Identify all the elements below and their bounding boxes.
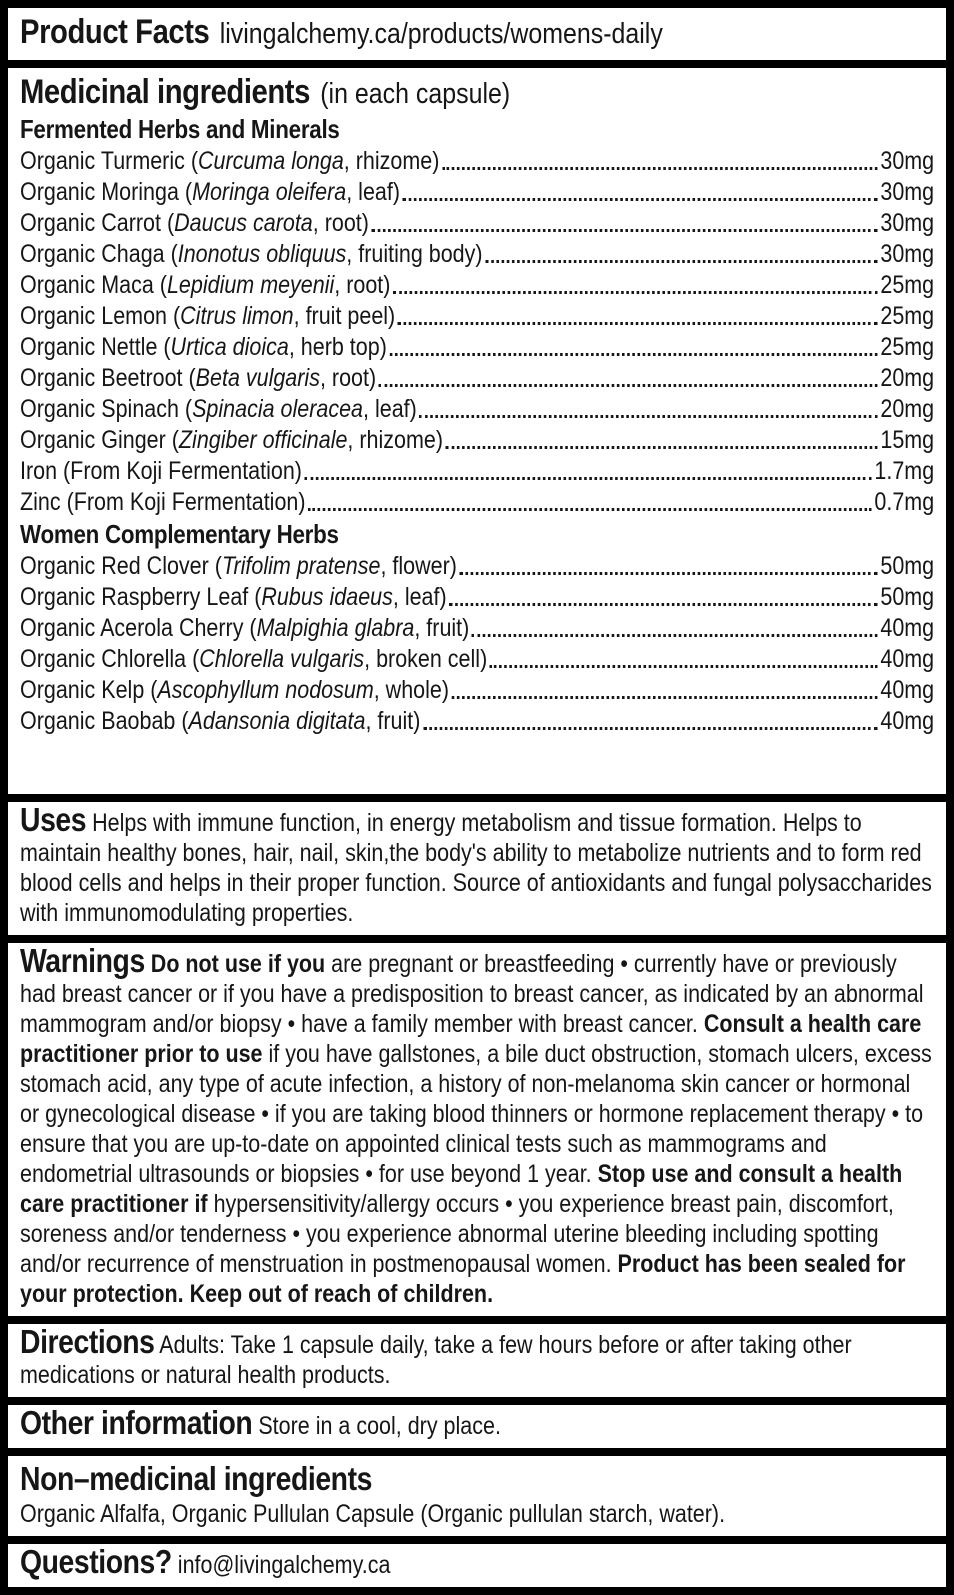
dotted-leader [403,198,878,201]
ingredient-amount: 25mg [880,271,935,299]
dotted-leader [379,384,878,387]
ingredient-row [20,706,934,737]
dotted-leader [398,322,878,325]
ingredient-row [20,613,934,644]
dotted-leader [490,665,878,668]
dotted-leader [485,260,878,263]
ingredient-name: Organic Nettle (Urtica dioica, herb top) [20,333,387,361]
ingredient-row [20,363,934,394]
ingredient-latin-name: Trifolim pratense [221,552,381,580]
ingredient-row [20,582,934,613]
warnings-bold-segment: Stop use and consult a health care practitioner if [20,1160,903,1218]
ingredient-row [20,456,934,487]
warnings-heading: Warnings [20,943,145,979]
ingredient-latin-name: Citrus limon [180,302,294,330]
ingredient-row [20,146,934,177]
ingredient-amount: 40mg [880,676,935,704]
section-questions [8,1544,946,1587]
uses-body: Helps with immune function, in energy metabolism and tissue formation. Helps to maintain healthy bones, hair, nail, skin,the body's ability to metabolize nutrients and to form red blood cells and helps in their proper function. Source of antioxidants and fungal polysaccharides with immunomodulating properties. [20,809,932,927]
dotted-leader [452,696,878,699]
dotted-leader [423,727,878,730]
ingredient-name: Organic Spinach (Spinacia oleracea, leaf) [20,395,417,423]
section-non-medicinal [8,1456,946,1536]
warnings-paragraph [20,943,934,1309]
ingredient-amount: 40mg [880,614,935,642]
ingredient-name: Organic Chlorella (Chlorella vulgaris, broken cell) [20,645,488,673]
ingredient-latin-name: Zingiber officinale [178,426,348,454]
dotted-leader [446,446,878,449]
ingredient-row [20,644,934,675]
directions-paragraph [20,1324,934,1390]
ingredient-latin-name: Inonotus obliquus [177,240,347,268]
dotted-leader [371,229,877,232]
non-medicinal-heading: Non–medicinal ingredients [20,1460,372,1497]
ingredient-amount: 30mg [880,147,935,175]
ingredient-row [20,487,934,518]
ingredient-latin-name: Curcuma longa [198,147,344,175]
non-medicinal-body: Organic Alfalfa, Organic Pullulan Capsule (Organic pullulan starch, water). [20,1500,726,1528]
ingredient-amount: 30mg [880,178,935,206]
ingredient-latin-name: Spinacia oleracea [192,395,364,423]
warnings-bold-segment: Consult a health care practitioner prior to use [20,1010,922,1068]
dotted-leader [305,477,872,480]
product-facts-headline [20,11,934,53]
ingredient-row [20,425,934,456]
ingredient-row [20,332,934,363]
warnings-bold-segment: Product has been sealed for your protection. Keep out of reach of children. [20,1250,906,1308]
warnings-text-segment: hypersensitivity/allergy occurs • you experience breast pain, discomfort, soreness and/or tenderness • you experience abnormal uterine bleeding including spotting and/or recurrence of menstruation in postmenopausal women. [20,1190,894,1278]
ingredient-latin-name: Daucus carota [174,209,313,237]
ingredient-amount: 50mg [880,552,935,580]
ingredient-name: Organic Raspberry Leaf (Rubus idaeus, leaf) [20,583,447,611]
section-other-information [8,1405,946,1448]
ingredient-name: Organic Baobab (Adansonia digitata, fruit) [20,707,421,735]
product-url: livingalchemy.ca/products/womens-daily [219,18,663,50]
ingredient-row [20,394,934,425]
medicinal-heading: Medicinal ingredients [20,73,310,111]
ingredient-amount: 30mg [880,240,935,268]
other-information-body: Store in a cool, dry place. [258,1412,501,1440]
ingredient-name: Organic Turmeric (Curcuma longa, rhizome) [20,147,440,175]
dotted-leader [460,572,878,575]
other-information-heading: Other information [20,1405,253,1441]
ingredient-amount: 40mg [880,645,935,673]
ingredient-name: Zinc (From Koji Fermentation) [20,488,306,516]
ingredient-row [20,301,934,332]
ingredient-name: Iron (From Koji Fermentation) [20,457,302,485]
ingredient-latin-name: Malpighia glabra [256,614,415,642]
dotted-leader [442,167,878,170]
section-medicinal-ingredients [8,68,946,794]
ingredient-name: Organic Maca (Lepidium meyenii, root) [20,271,391,299]
questions-body: info@livingalchemy.ca [177,1551,391,1579]
medicinal-headline [20,71,934,113]
directions-heading: Directions [20,1324,155,1360]
uses-paragraph [20,802,934,928]
ingredient-amount: 50mg [880,583,935,611]
ingredient-amount: 30mg [880,209,935,237]
warnings-body [20,950,932,1308]
section-uses [8,802,946,935]
ingredient-name: Organic Red Clover (Trifolim pratense, flower) [20,552,457,580]
ingredient-group-heading: Women Complementary Herbs [20,519,339,549]
medicinal-groups [20,113,934,737]
dotted-leader [472,634,878,637]
section-warnings [8,943,946,1316]
directions-body: Adults: Take 1 capsule daily, take a few hours before or after taking other medications or natural health products. [20,1331,852,1389]
ingredient-latin-name: Beta vulgaris [195,364,320,392]
section-directions [8,1324,946,1397]
ingredient-name: Organic Acerola Cherry (Malpighia glabra, fruit) [20,614,470,642]
warnings-bold-segment: Do not use if you [150,950,332,978]
ingredient-latin-name: Rubus idaeus [261,583,393,611]
product-facts-title: Product Facts [20,13,210,51]
ingredient-amount: 15mg [880,426,935,454]
dotted-leader [449,603,878,606]
dotted-leader [419,415,877,418]
ingredient-amount: 40mg [880,707,935,735]
warnings-text-segment: if you have gallstones, a bile duct obstruction, stomach ulcers, excess stomach acid, any type of acute infection, a history of non-melanoma skin cancer or hormonal or gynecological disease • if you are taking blood thinners or hormone replacement therapy • to ensure that you are up-to-date on appointed clinical tests such as mammograms and endometrial ultrasounds or biopsies • for use beyond 1 year. [20,1040,932,1188]
ingredient-row [20,208,934,239]
ingredient-row [20,270,934,301]
warnings-text-segment: are pregnant or breastfeeding • currently have or previously had breast cancer or if you have a predisposition to breast cancer, as indicated by an abnormal mammogram and/or biopsy • have a family member with breast cancer. [20,950,924,1038]
ingredient-amount: 0.7mg [874,488,935,516]
medicinal-heading-note: (in each capsule) [320,78,511,110]
ingredient-row [20,675,934,706]
ingredient-row [20,177,934,208]
ingredient-row [20,239,934,270]
ingredient-latin-name: Urtica dioica [170,333,289,361]
ingredient-latin-name: Ascophyllum nodosum [157,676,374,704]
ingredient-name: Organic Lemon (Citrus limon, fruit peel) [20,302,396,330]
ingredient-amount: 20mg [880,395,935,423]
ingredient-row [20,551,934,582]
ingredient-latin-name: Lepidium meyenii [166,271,335,299]
ingredient-name: Organic Kelp (Ascophyllum nodosum, whole) [20,676,450,704]
ingredient-latin-name: Moringa oleifera [192,178,347,206]
ingredient-name: Organic Carrot (Daucus carota, root) [20,209,369,237]
ingredient-latin-name: Adansonia digitata [188,707,366,735]
ingredient-amount: 25mg [880,302,935,330]
section-product-facts [8,8,946,60]
other-information-paragraph [20,1405,934,1441]
ingredient-name: Organic Ginger (Zingiber officinale, rhizome) [20,426,444,454]
questions-heading: Questions? [20,1544,172,1580]
ingredient-name: Organic Beetroot (Beta vulgaris, root) [20,364,377,392]
ingredient-group-heading: Fermented Herbs and Minerals [20,114,340,144]
ingredient-amount: 25mg [880,333,935,361]
ingredient-amount: 1.7mg [874,457,935,485]
dotted-leader [393,291,878,294]
ingredient-name: Organic Chaga (Inonotus obliquus, fruiting body) [20,240,483,268]
ingredient-name: Organic Moringa (Moringa oleifera, leaf) [20,178,401,206]
questions-paragraph [20,1544,934,1580]
dotted-leader [308,508,872,511]
uses-heading: Uses [20,802,87,838]
ingredient-latin-name: Chlorella vulgaris [199,645,365,673]
dotted-leader [389,353,877,356]
ingredient-amount: 20mg [880,364,935,392]
